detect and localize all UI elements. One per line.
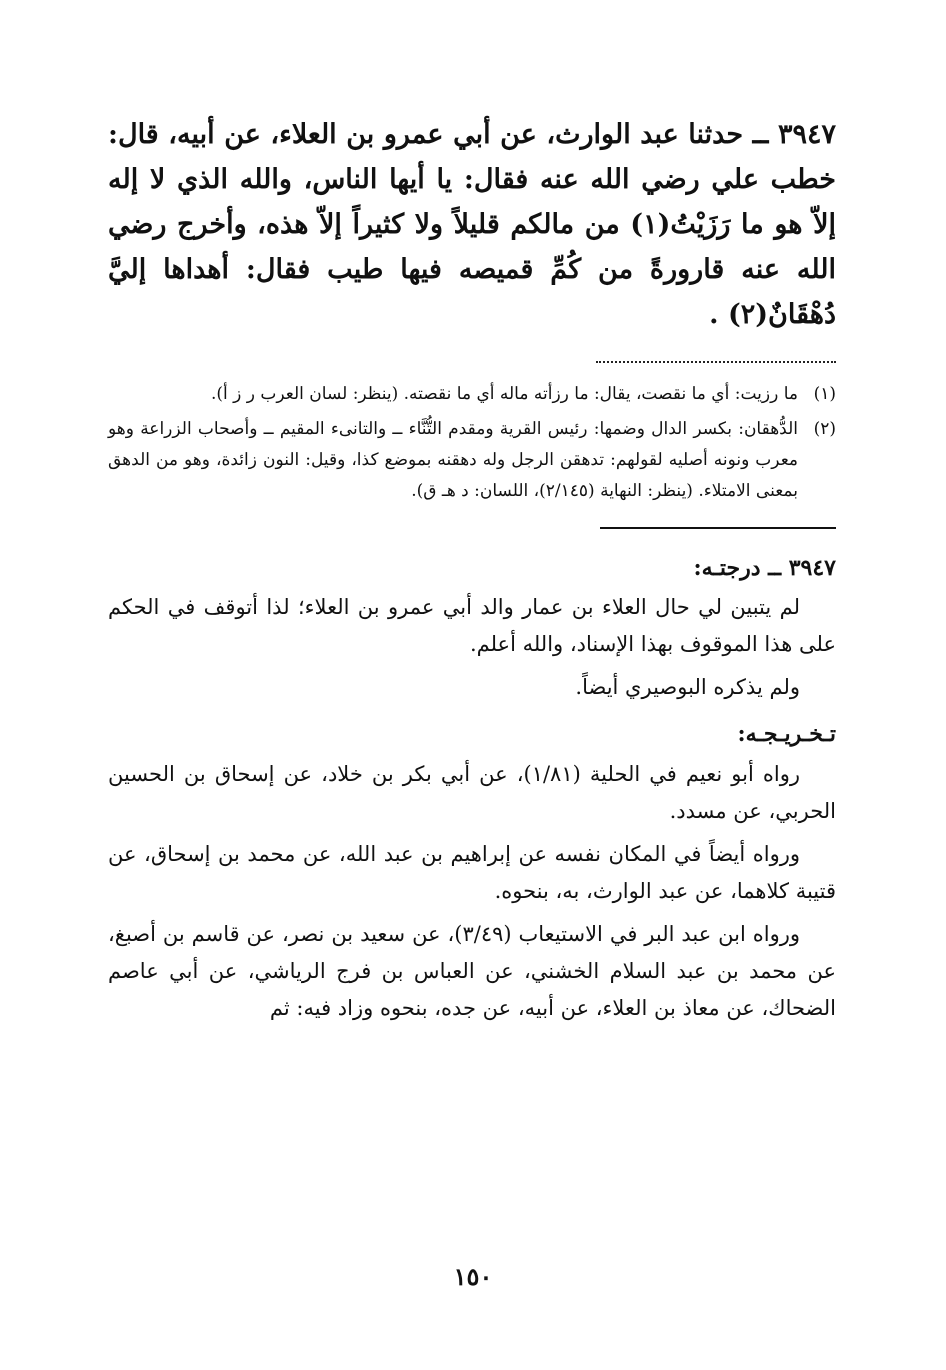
hadith-dash: ــ [743, 119, 778, 150]
footnote-1 [108, 379, 836, 410]
hadith-text: حدثنا عبد الوارث، عن أبي عمرو بن العلاء، عن أبيه، قال: خطب علي رضي الله عنه فقال: يا أيها الناس، والله الذي لا إله إلاّ هو ما رَزَيْتُ(١) من مالكم قليلاً ولا كثيراً إلاّ هذه، وأخرج رضي الله عنه قارورةً من كُمِّ قميصه فيها طيب فقال: أهداها إليَّ دُهْقَانٌ(٢) . [108, 119, 836, 330]
footnote-number: (١) [813, 384, 836, 404]
footnotes [108, 379, 836, 507]
footnote-number: (٢) [813, 419, 836, 439]
grade-paragraph: لم يتبين لي حال العلاء بن عمار والد أبي عمرو بن العلاء؛ لذا أتوقف في الحكم على هذا الموقوف بهذا الإسناد، والله أعلم. [108, 595, 836, 656]
footnote-text: ما رزيت: أي ما نقصت، يقال: ما رزأته ماله أي ما نقصته. (ينظر: لسان العرب ر ز أ). [211, 384, 798, 404]
takhrij-heading: تـخـريـجـه: [737, 721, 836, 747]
page-body [108, 112, 836, 1033]
takhrij-paragraph: رواه أبو نعيم في الحلية (١/٨١)، عن أبي بكر بن خلاد، عن إسحاق بن الحسين الحربي، عن مسدد. [108, 762, 836, 823]
takhrij-paragraph: ورواه أيضاً في المكان نفسه عن إبراهيم بن عبد الله، عن محمد بن إسحاق، عن قتيبة كلاهما، عن عبد الوارث، به، بنحوه. [108, 842, 836, 903]
footnote-separator-dots [596, 361, 836, 363]
page-number: ١٥٠ [453, 1262, 493, 1291]
footnote-text: الدُّهقان: بكسر الدال وضمها: رئيس القرية ومقدم التُّنَّاء ــ والتانىء المقيم ــ وأصحاب الزراعة وهو معرب ونونه أصليه لقولهم: تدهقن الرجل وله دهقنه بموضع كذا، وقيل: النون زائدة، وهو من الدهق بمعنى الامتلاء. (ينظر: النهاية (٢/١٤٥)، اللسان: د هـ ق). [108, 419, 798, 501]
grade-heading: ٣٩٤٧ ــ درجتـه: [693, 555, 836, 581]
grade-paragraph: ولم يذكره البوصيري أيضاً. [575, 675, 800, 699]
hadith-number: ٣٩٤٧ [778, 119, 837, 150]
section-rule [600, 527, 836, 529]
takhrij-paragraph: ورواه ابن عبد البر في الاستيعاب (٣/٤٩)، عن سعيد بن نصر، عن قاسم بن أصبغ، عن محمد بن عبد السلام الخشني، عن العباس بن فرج الرياشي، عن أبي عاصم الضحاك، عن معاذ بن العلاء، عن أبيه، عن جده، بنحوه وزاد فيه: ثم [108, 922, 836, 1020]
hadith-text-block [108, 112, 836, 337]
footnote-2 [108, 414, 836, 507]
